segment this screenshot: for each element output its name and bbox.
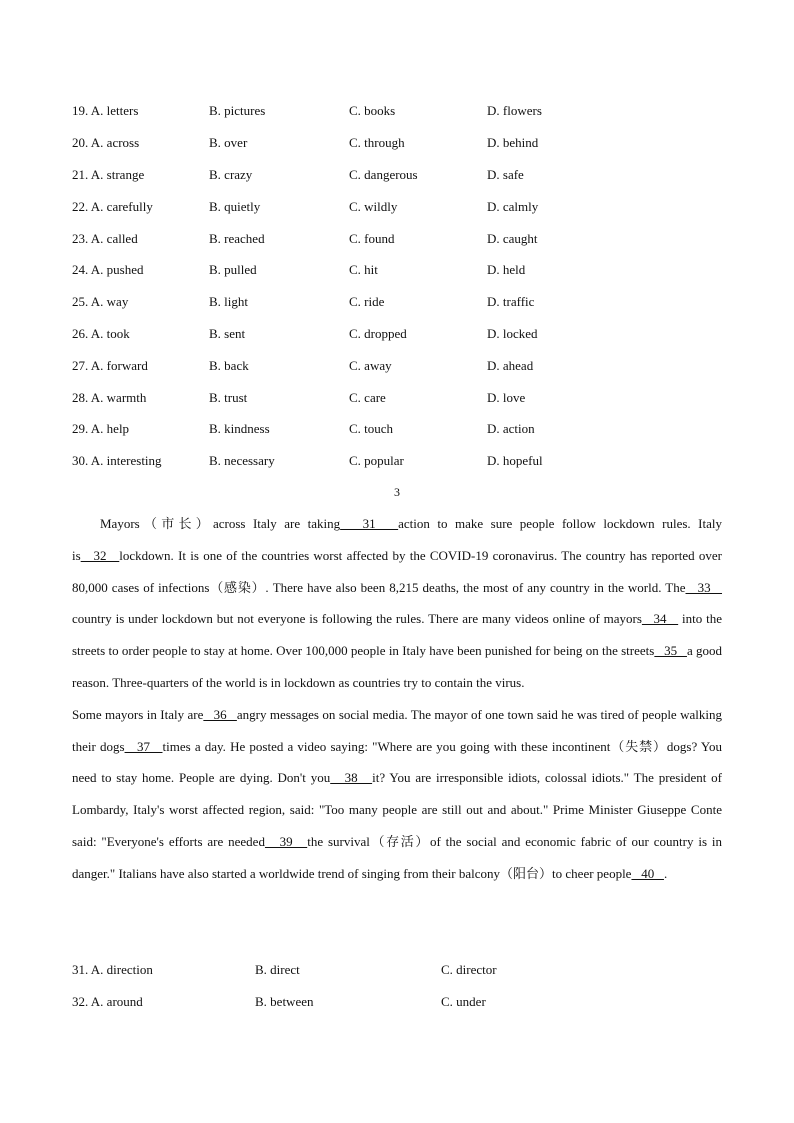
option-b[interactable]: B. reached	[209, 231, 265, 246]
option-c[interactable]: C. under	[441, 994, 486, 1009]
question-row	[72, 135, 732, 153]
option-b[interactable]: B. crazy	[209, 167, 253, 182]
section-number: 3	[394, 485, 400, 499]
option-b[interactable]: B. pictures	[209, 103, 266, 118]
question-row	[72, 421, 732, 439]
option-b[interactable]: B. pulled	[209, 262, 257, 277]
answer-blank[interactable]: 36	[203, 706, 237, 722]
option-d[interactable]: D. ahead	[487, 358, 534, 373]
option-b[interactable]: B. quietly	[209, 199, 261, 214]
option-c[interactable]: C. touch	[349, 421, 394, 436]
passage-text: a good reason. Three-quarters of the world is in lockdown as countries try to contain the virus.	[72, 643, 723, 690]
passage-text: action to make sure people follow lockdown rules. Italy is	[72, 516, 722, 563]
question-row	[72, 326, 732, 344]
question-row	[72, 103, 732, 121]
option-d[interactable]: D. hopeful	[487, 453, 543, 468]
option-c[interactable]: C. dangerous	[349, 167, 418, 182]
option-c[interactable]: C. found	[349, 231, 395, 246]
option-d[interactable]: D. love	[487, 390, 526, 405]
option-d[interactable]: D. held	[487, 262, 526, 277]
option-b[interactable]: B. trust	[209, 390, 248, 405]
option-b[interactable]: B. between	[255, 994, 314, 1009]
passage-text: lockdown. It is one of the countries worst affected by the COVID-19 coronavirus. The country has reported over 80,000 cases of infections（感染）. There have also been 8,215 deaths, the most of any country in the world. The	[72, 547, 722, 595]
answer-blank[interactable]: 33	[685, 579, 723, 595]
option-c[interactable]: C. ride	[349, 294, 385, 309]
option-a[interactable]: 21. A. strange	[72, 167, 145, 182]
answer-blank[interactable]: 38	[330, 770, 373, 786]
option-d[interactable]: D. caught	[487, 231, 538, 246]
option-d[interactable]: D. safe	[487, 167, 524, 182]
question-row	[72, 994, 732, 1012]
answer-blank[interactable]: 32	[80, 547, 120, 563]
option-a[interactable]: 29. A. help	[72, 421, 130, 436]
passage-text: country is under lockdown but not everyone is following the rules. There are many videos online of mayors	[72, 611, 642, 627]
answer-blank[interactable]: 31	[340, 516, 399, 531]
passage-text: angry messages on social media. The mayor of one town said he was tired of people walking their dogs	[72, 706, 723, 754]
question-row	[72, 262, 732, 280]
option-a[interactable]: 30. A. interesting	[72, 453, 162, 468]
option-d[interactable]: D. flowers	[487, 103, 542, 118]
question-row	[72, 199, 732, 217]
answer-blank[interactable]: 40	[631, 865, 664, 881]
option-a[interactable]: 24. A. pushed	[72, 262, 144, 277]
option-c[interactable]: C. popular	[349, 453, 404, 468]
option-a[interactable]: 25. A. way	[72, 294, 129, 309]
option-b[interactable]: B. kindness	[209, 421, 270, 436]
question-row	[72, 453, 732, 471]
question-row	[72, 962, 732, 980]
passage-paragraph-2	[72, 699, 722, 890]
option-c[interactable]: C. hit	[349, 262, 378, 277]
option-b[interactable]: B. light	[209, 294, 249, 309]
answer-blank[interactable]: 39	[264, 833, 308, 849]
passage-text: Mayors（市长）across Italy are taking	[100, 516, 341, 531]
passage-paragraph-1	[72, 508, 722, 699]
option-c[interactable]: C. care	[349, 390, 386, 405]
option-a[interactable]: 20. A. across	[72, 135, 140, 150]
option-a[interactable]: 31. A. direction	[72, 962, 153, 977]
option-a[interactable]: 23. A. called	[72, 231, 138, 246]
option-d[interactable]: D. behind	[487, 135, 539, 150]
passage-text: Some mayors in Italy are	[72, 706, 204, 722]
option-d[interactable]: D. action	[487, 421, 535, 436]
option-a[interactable]: 19. A. letters	[72, 103, 139, 118]
option-c[interactable]: C. wildly	[349, 199, 398, 214]
answer-blank[interactable]: 35	[654, 643, 687, 659]
option-a[interactable]: 26. A. took	[72, 326, 130, 341]
option-c[interactable]: C. books	[349, 103, 396, 118]
option-c[interactable]: C. through	[349, 135, 405, 150]
option-b[interactable]: B. back	[209, 358, 249, 373]
reading-passage	[72, 508, 722, 890]
option-c[interactable]: C. director	[441, 962, 497, 977]
option-b[interactable]: B. direct	[255, 962, 300, 977]
passage-text: times a day. He posted a video saying: "Where are you going with these incontinent（失禁）dogs? You need to stay home. People are dying. Don't you	[72, 738, 722, 786]
option-b[interactable]: B. over	[209, 135, 248, 150]
question-row	[72, 167, 732, 185]
option-b[interactable]: B. sent	[209, 326, 246, 341]
option-a[interactable]: 28. A. warmth	[72, 390, 147, 405]
question-row	[72, 294, 732, 312]
answer-blank[interactable]: 34	[641, 611, 679, 627]
question-row	[72, 390, 732, 408]
question-row	[72, 231, 732, 249]
option-d[interactable]: D. traffic	[487, 294, 535, 309]
option-d[interactable]: D. locked	[487, 326, 538, 341]
passage-text: .	[663, 865, 668, 881]
option-a[interactable]: 32. A. around	[72, 994, 143, 1009]
answer-blank[interactable]: 37	[124, 738, 163, 754]
option-c[interactable]: C. away	[349, 358, 392, 373]
option-d[interactable]: D. calmly	[487, 199, 539, 214]
passage-text: it? You are irresponsible idiots, colossal idiots." The president of Lombardy, Italy's worst affected region, said: "Too many people are still out and about." Prime Minister Giuseppe Conte said: "Everyone's efforts are needed	[72, 770, 723, 849]
option-c[interactable]: C. dropped	[349, 326, 407, 341]
question-row	[72, 358, 732, 376]
passage-text: the survival（存活）of the social and economic fabric of our country is in danger." Italians have also started a worldwide trend of singing from their balcony（阳台）to cheer people	[72, 833, 722, 881]
option-a[interactable]: 27. A. forward	[72, 358, 148, 373]
option-a[interactable]: 22. A. carefully	[72, 199, 153, 214]
passage-text: into the streets to order people to stay at home. Over 100,000 people in Italy have been punished for being on the streets	[72, 611, 723, 659]
option-b[interactable]: B. necessary	[209, 453, 275, 468]
